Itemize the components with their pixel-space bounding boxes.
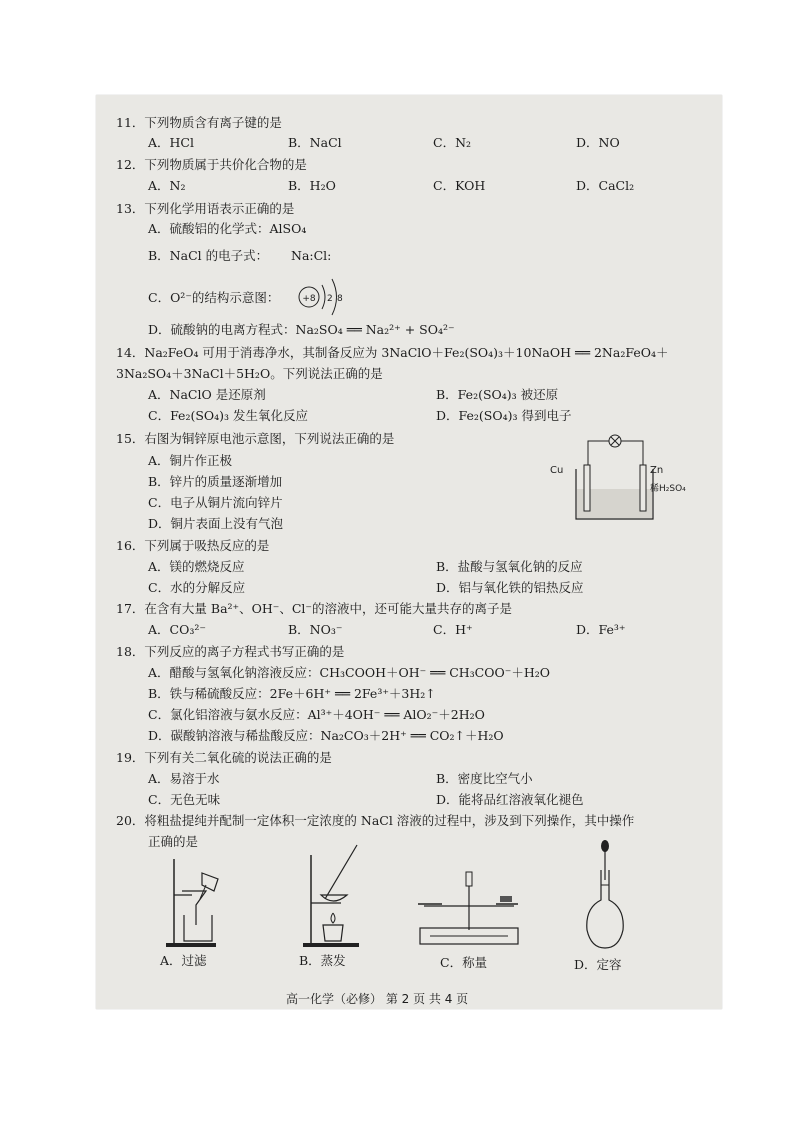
q19-option-a: A．易溶于水 bbox=[148, 771, 220, 786]
q14-stem-line1: 14．Na₂FeO₄ 可用于消毒净水，其制备反应为 3NaClO＋Fe₂(SO₄)₃＋10NaOH ══ 2Na₂FeO₄＋ bbox=[116, 345, 669, 360]
q16-stem: 16．下列属于吸热反应的是 bbox=[116, 538, 270, 553]
q14-stem-line2: 3Na₂SO₄＋3NaCl＋5H₂O。下列说法正确的是 bbox=[116, 366, 383, 381]
galvanic-cell-diagram bbox=[548, 431, 686, 531]
filtration-apparatus bbox=[162, 855, 232, 950]
caption-b: B．蒸发 bbox=[299, 953, 346, 968]
q17-option-c: C．H⁺ bbox=[433, 622, 473, 637]
balance-apparatus bbox=[414, 870, 519, 950]
q16-option-a: A．镁的燃烧反应 bbox=[148, 559, 245, 574]
copper-electrode bbox=[584, 465, 590, 511]
q11-option-b: B．NaCl bbox=[288, 135, 342, 150]
q11-option-a: A．HCl bbox=[148, 135, 194, 150]
q20-stem-line1: 20．将粗盐提纯并配制一定体积一定浓度的 NaCl 溶液的过程中，涉及到下列操作，其中操作 bbox=[116, 813, 635, 828]
q13-stem: 13．下列化学用语表示正确的是 bbox=[116, 201, 295, 216]
q17-option-a: A．CO₃²⁻ bbox=[148, 622, 206, 637]
q12-stem: 12．下列物质属于共价化合物的是 bbox=[116, 157, 307, 172]
q19-option-d: D．能将品红溶液氧化褪色 bbox=[436, 792, 584, 807]
q20-stem-line2: 正确的是 bbox=[148, 834, 199, 849]
q18-option-a: A．醋酸与氢氧化钠溶液反应：CH₃COOH＋OH⁻ ══ CH₃COO⁻＋H₂O bbox=[148, 665, 551, 680]
cu-label: Cu bbox=[550, 465, 564, 476]
q17-option-d: D．Fe³⁺ bbox=[576, 622, 626, 637]
q18-option-c: C．氯化铝溶液与氨水反应：Al³⁺＋4OH⁻ ══ AlO₂⁻＋2H₂O bbox=[148, 707, 485, 722]
q17-option-b: B．NO₃⁻ bbox=[288, 622, 343, 637]
q15-option-d: D．铜片表面上没有气泡 bbox=[148, 516, 284, 531]
q18-option-d: D．碳酸钠溶液与稀盐酸反应：Na₂CO₃＋2H⁺ ══ CO₂↑＋H₂O bbox=[148, 728, 504, 743]
q19-option-c: C．无色无味 bbox=[148, 792, 221, 807]
q11-option-d: D．NO bbox=[576, 135, 620, 150]
q13-option-d: D．硫酸钠的电离方程式：Na₂SO₄ ══ Na₂²⁺ + SO₄²⁻ bbox=[148, 322, 455, 337]
nucleus-charge: +8 bbox=[302, 294, 316, 304]
shell-2-count: 8 bbox=[337, 294, 343, 304]
acid-label: 稀H₂SO₄ bbox=[650, 484, 686, 494]
q15-option-a: A．铜片作正极 bbox=[148, 453, 233, 468]
q18-stem: 18．下列反应的离子方程式书写正确的是 bbox=[116, 644, 345, 659]
q16-option-c: C．水的分解反应 bbox=[148, 580, 246, 595]
q12-option-c: C．KOH bbox=[433, 178, 486, 193]
caption-c: C．称量 bbox=[440, 955, 488, 970]
q16-option-b: B．盐酸与氢氧化钠的反应 bbox=[436, 559, 583, 574]
caption-d: D．定容 bbox=[574, 957, 622, 972]
q12-option-d: D．CaCl₂ bbox=[576, 178, 635, 193]
page-footer: 高一化学（必修） 第 2 页 共 4 页 bbox=[286, 992, 469, 1006]
q16-option-d: D．铝与氧化铁的铝热反应 bbox=[436, 580, 584, 595]
q14-option-c: C．Fe₂(SO₄)₃ 发生氧化反应 bbox=[148, 408, 309, 423]
q13-option-a: A．硫酸铝的化学式：AlSO₄ bbox=[148, 221, 307, 236]
q13-option-c: C．O²⁻的结构示意图： bbox=[148, 290, 280, 305]
q11-option-c: C．N₂ bbox=[433, 135, 472, 150]
caption-a: A．过滤 bbox=[160, 953, 207, 968]
zn-label: Zn bbox=[650, 465, 664, 476]
q12-option-a: A．N₂ bbox=[148, 178, 186, 193]
q14-option-d: D．Fe₂(SO₄)₃ 得到电子 bbox=[436, 408, 572, 423]
q18-option-b: B．铁与稀硫酸反应：2Fe＋6H⁺ ══ 2Fe³⁺＋3H₂↑ bbox=[148, 686, 436, 701]
volumetric-flask bbox=[581, 840, 631, 955]
shell-1-count: 2 bbox=[327, 294, 333, 304]
q14-option-b: B．Fe₂(SO₄)₃ 被还原 bbox=[436, 387, 559, 402]
q17-stem: 17．在含有大量 Ba²⁺、OH⁻、Cl⁻的溶液中，还可能大量共存的离子是 bbox=[116, 601, 513, 616]
zinc-electrode bbox=[640, 465, 646, 511]
q11-stem: 11．下列物质含有离子键的是 bbox=[116, 115, 282, 130]
evaporation-apparatus bbox=[301, 835, 371, 950]
electron-formula: Na:Cl: bbox=[291, 248, 332, 263]
exam-page bbox=[96, 95, 722, 1009]
q12-option-b: B．H₂O bbox=[288, 178, 336, 193]
q19-stem: 19．下列有关二氧化硫的说法正确的是 bbox=[116, 750, 332, 765]
ion-structure-diagram bbox=[296, 271, 366, 321]
q13-option-b: B．NaCl 的电子式： bbox=[148, 248, 269, 263]
q19-option-b: B．密度比空气小 bbox=[436, 771, 533, 786]
q15-stem: 15．右图为铜锌原电池示意图，下列说法正确的是 bbox=[116, 431, 395, 446]
q14-option-a: A．NaClO 是还原剂 bbox=[148, 387, 266, 402]
q15-option-b: B．锌片的质量逐渐增加 bbox=[148, 474, 283, 489]
q15-option-c: C．电子从铜片流向锌片 bbox=[148, 495, 283, 510]
